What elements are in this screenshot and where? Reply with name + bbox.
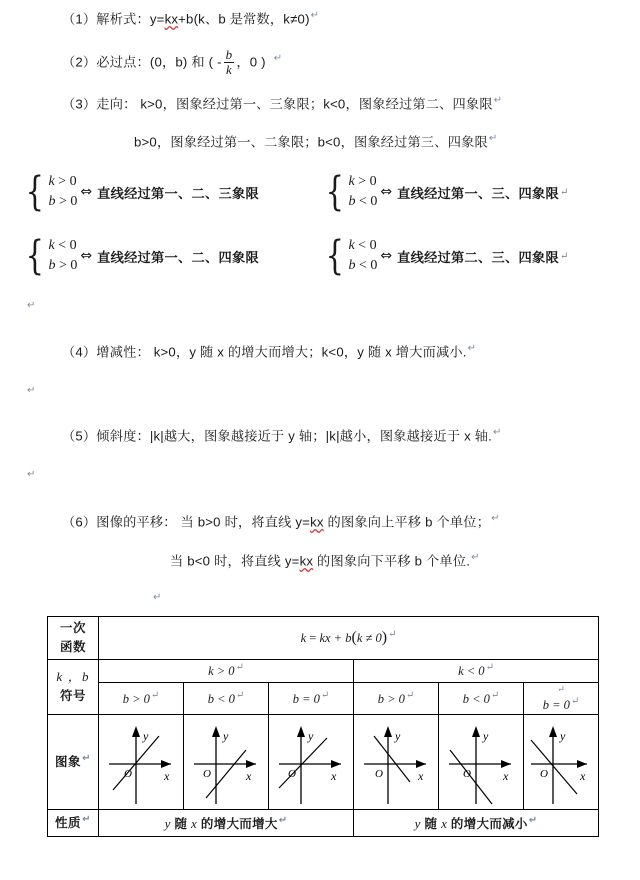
condition-1: k < 0 <box>48 238 77 253</box>
iff-icon: ⇔ <box>380 184 393 201</box>
item1-spellcheck-kx: kx <box>164 11 179 27</box>
item5-text: （5）倾斜度：|k|越大，图象越接近于 y 轴；|k|越小，图象越接近于 x 轴. <box>62 428 492 444</box>
pilcrow-icon: ↵ <box>273 53 283 65</box>
empty-paragraph-mark-4 <box>152 592 162 609</box>
item6b-tail: 的图象向下平移 b 个单位. <box>313 553 471 569</box>
pilcrow-icon: ↵ <box>153 592 162 603</box>
cell-graph-k-pos-b-zero <box>269 715 354 810</box>
svg-text:O: O <box>203 768 211 781</box>
svg-text:y: y <box>560 729 566 744</box>
text-line-analytic-expression <box>62 10 319 27</box>
condition-2: b < 0 <box>348 258 378 274</box>
pilcrow-icon: ↵ <box>490 690 500 701</box>
pilcrow-icon: ↵ <box>488 133 498 144</box>
item1-body-pre: y= <box>149 11 165 27</box>
pilcrow-icon: ↵ <box>278 815 288 827</box>
formula-lhs: k <box>300 631 307 646</box>
linear-function-summary-table <box>47 616 599 837</box>
cell-b-3: b = 0↵ <box>269 683 354 715</box>
brace-icon: { <box>25 232 44 279</box>
svg-text:O: O <box>288 768 296 781</box>
fraction-denominator: k <box>224 62 235 77</box>
svg-text:y: y <box>223 729 229 744</box>
iff-icon: ⇔ <box>80 248 93 265</box>
condition-2: b > 0 <box>48 258 78 274</box>
pilcrow-icon: ↵ <box>559 186 569 198</box>
system-k-neg-b-neg <box>322 232 569 279</box>
svg-text:y: y <box>308 729 314 744</box>
item6b-label: 当 b<0 时，将直线 y= <box>170 553 300 569</box>
graph-k-neg-b-pos <box>356 718 436 806</box>
iff-icon: ⇔ <box>380 248 393 265</box>
table-row-k-groups <box>48 660 599 683</box>
cell-graph-k-pos-b-pos <box>99 715 184 810</box>
fraction-numerator: b <box>225 47 233 62</box>
condition-1: k > 0 <box>48 174 77 189</box>
svg-text:x: x <box>503 769 509 784</box>
cell-b-6-stack <box>524 683 598 714</box>
formula-condition: k ≠ 0 <box>356 631 382 646</box>
cell-property-increasing: y 随 x 的增大而增大↵ <box>99 810 354 837</box>
text-line-translation-down <box>170 552 480 569</box>
item1-body-post: +b(k、b 是常数，k≠0) <box>178 11 310 27</box>
pilcrow-icon: ↵ <box>82 753 91 765</box>
system-result: 直线经过第一、二、三象限 <box>97 185 259 201</box>
system-conditions <box>348 236 377 277</box>
cell-graph-k-neg-b-pos <box>354 715 439 810</box>
system-conditions <box>348 172 377 213</box>
cell-b-4: b > 0↵ <box>354 683 439 715</box>
cell-graph-k-neg-b-zero <box>524 715 599 810</box>
pilcrow-icon: ↵ <box>467 343 477 354</box>
item1-label: （1）解析式： <box>62 11 150 27</box>
text-line-translation-up <box>62 513 500 530</box>
graph-k-neg-b-zero <box>525 718 597 806</box>
svg-text:x: x <box>246 769 252 784</box>
row-header-sign-line2: 符号 <box>59 689 86 704</box>
cell-b-1: b > 0↵ <box>99 683 184 715</box>
svg-text:O: O <box>375 768 383 781</box>
svg-text:x: x <box>331 769 337 784</box>
cell-b-5: b < 0↵ <box>439 683 524 715</box>
cell-k-negative: k < 0↵ <box>354 660 599 683</box>
pilcrow-icon: ↵ <box>528 815 538 827</box>
item6a-spellcheck-kx: kx <box>310 514 324 530</box>
pilcrow-icon: ↵ <box>27 469 36 480</box>
item6a-label: （6）图像的平移： 当 b>0 时，将直线 y= <box>62 514 311 530</box>
row-header-sign-line1: k ，b <box>56 669 90 685</box>
pilcrow-icon: ↵ <box>570 696 580 708</box>
item4-text: （4）增减性： k>0，y 随 x 的增大而增大；k<0，y 随 x 增大而减小. <box>62 344 467 360</box>
table-row-formula <box>48 617 599 660</box>
row-header-property: 性质↵ <box>48 810 99 837</box>
condition-2: b < 0 <box>348 194 378 210</box>
pilcrow-icon: ↵ <box>320 690 330 701</box>
iff-icon: ⇔ <box>80 184 93 201</box>
item3b-text: b>0，图象经过第一、二象限；b<0，图象经过第三、四象限 <box>134 134 488 150</box>
pilcrow-icon: ↵ <box>559 250 569 262</box>
empty-paragraph-mark-2 <box>26 385 36 402</box>
brace-icon: { <box>325 168 344 215</box>
empty-paragraph-mark-3 <box>26 469 36 486</box>
system-k-pos-b-neg <box>322 168 569 215</box>
graph-k-pos-b-zero <box>271 718 351 806</box>
row-header-sign <box>48 660 99 715</box>
item2-label: （2）必过点：(0，b) 和 ( - <box>62 54 222 70</box>
system-result: 直线经过第二、三、四象限 <box>397 249 559 265</box>
row-header-function <box>48 617 99 660</box>
pilcrow-icon: ↵ <box>491 513 500 524</box>
table-row-properties <box>48 810 599 837</box>
pilcrow-icon: ↵ <box>27 385 36 396</box>
row-header-function-line1: 一次 <box>59 620 86 635</box>
pilcrow-icon: ↵ <box>471 552 480 563</box>
item3a-text: （3）走向： k>0，图象经过第一、三象限；k<0，图象经过第二、四象限 <box>62 96 493 112</box>
text-line-direction <box>62 95 502 112</box>
text-line-direction-b <box>134 133 497 150</box>
item6a-tail: 的图象向上平移 b 个单位； <box>323 514 491 530</box>
table-row-b-signs <box>48 683 599 715</box>
graph-k-pos-b-neg <box>186 718 266 806</box>
text-line-required-points <box>62 48 282 76</box>
cell-graph-k-pos-b-neg <box>184 715 269 810</box>
pilcrow-icon: ↵ <box>405 690 415 701</box>
pilcrow-icon: ↵ <box>388 628 397 640</box>
svg-text:O: O <box>463 768 471 781</box>
row-header-graph: 图象↵ <box>48 715 99 810</box>
svg-text:y: y <box>395 729 401 744</box>
condition-1: k > 0 <box>348 174 377 189</box>
cell-b-2: b < 0↵ <box>184 683 269 715</box>
cell-b-6 <box>524 683 599 715</box>
pilcrow-icon: ↵ <box>82 814 91 826</box>
pilcrow-icon: ↵ <box>557 684 565 694</box>
empty-paragraph-mark-1 <box>26 300 36 317</box>
row-header-function-line2: 函数 <box>59 640 86 654</box>
svg-text:x: x <box>164 769 170 784</box>
svg-text:y: y <box>143 729 149 744</box>
system-k-neg-b-pos <box>22 232 259 279</box>
svg-text:x: x <box>418 769 424 784</box>
system-result: 直线经过第一、三、四象限 <box>397 185 559 201</box>
cell-k-positive: k > 0↵ <box>99 660 354 683</box>
pilcrow-icon: ↵ <box>235 690 245 701</box>
pilcrow-icon: ↵ <box>493 95 503 106</box>
pilcrow-icon: ↵ <box>27 300 36 311</box>
pilcrow-icon: ↵ <box>493 427 502 438</box>
text-line-slope-steepness <box>62 427 502 444</box>
formula-paren-open: ( <box>351 629 357 647</box>
pilcrow-icon: ↵ <box>150 690 160 701</box>
svg-text:y: y <box>483 729 489 744</box>
svg-text:x: x <box>580 769 586 784</box>
condition-1: k < 0 <box>348 238 377 253</box>
pilcrow-icon: ↵ <box>235 662 244 674</box>
graph-k-neg-b-neg <box>441 718 521 806</box>
brace-icon: { <box>325 232 344 279</box>
cell-formula <box>99 617 599 660</box>
svg-text:O: O <box>124 768 132 781</box>
system-conditions <box>48 236 77 277</box>
brace-icon: { <box>25 168 44 215</box>
text-line-monotonicity <box>62 343 476 360</box>
item2-tail: ，0 ) <box>236 54 266 70</box>
pilcrow-icon: ↵ <box>485 662 494 674</box>
formula-equals: = <box>309 631 317 646</box>
system-conditions <box>48 172 77 213</box>
formula-paren-close: ) <box>381 629 388 647</box>
formula-rhs: kx + b <box>319 631 352 646</box>
condition-2: b > 0 <box>48 194 78 210</box>
system-k-pos-b-pos <box>22 168 259 215</box>
svg-text:O: O <box>540 768 548 781</box>
graph-k-pos-b-pos <box>101 718 181 806</box>
system-result: 直线经过第一、二、四象限 <box>97 249 259 265</box>
item6b-spellcheck-kx: kx <box>299 553 314 569</box>
cell-b-6-label: b = 0↵ <box>542 696 580 713</box>
cell-graph-k-neg-b-neg <box>439 715 524 810</box>
fraction-b-over-k <box>224 48 235 76</box>
cell-property-decreasing: y 随 x 的增大而减小↵ <box>354 810 599 837</box>
table-row-graphs <box>48 715 599 810</box>
pilcrow-icon: ↵ <box>310 10 320 21</box>
